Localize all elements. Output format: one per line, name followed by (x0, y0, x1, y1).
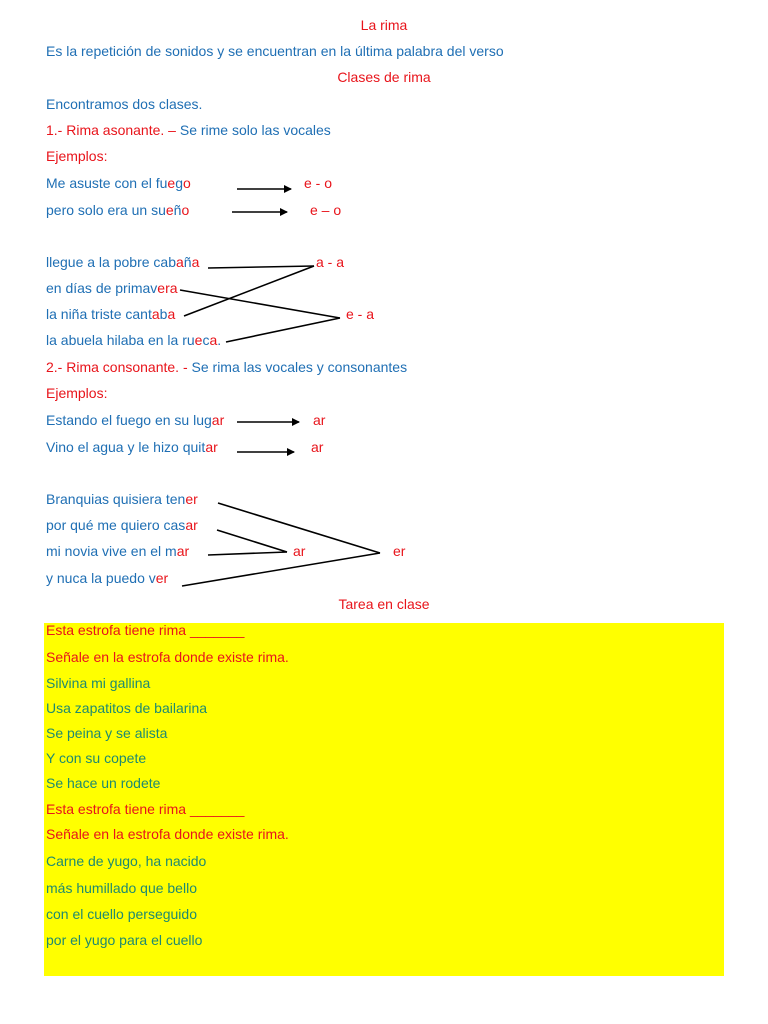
line-aa-1 (208, 266, 314, 268)
definition-text: Es la repetición de sonidos y se encuentran en la última palabra del verso (46, 43, 504, 59)
rhyme-pattern-aa: a - a (316, 254, 345, 270)
stanza-line: con el cuello perseguido (46, 906, 197, 922)
homework-question: Esta estrofa tiene rima _______ (46, 801, 245, 817)
section-subtitle: Clases de rima (337, 69, 431, 85)
homework-instruction: Señale en la estrofa donde existe rima. (46, 649, 289, 665)
homework-question: Esta estrofa tiene rima _______ (46, 622, 245, 638)
rhyme-pattern-label: ar (311, 439, 324, 455)
verse-line: Estando el fuego en su lugar (46, 412, 225, 428)
stanza-line: Silvina mi gallina (46, 675, 151, 691)
homework-instruction: Señale en la estrofa donde existe rima. (46, 826, 289, 842)
line-aa-3 (184, 266, 314, 316)
rhyme-pattern-label: e - o (304, 175, 333, 191)
verse-line: mi novia vive en el mar (46, 543, 190, 559)
rhyme-pattern-ar: ar (293, 543, 306, 559)
verse-line: pero solo era un sueño (46, 202, 190, 218)
line-ea-2 (180, 290, 340, 318)
consonante-heading: 2.- Rima consonante. - Se rima las vocales y consonantes (46, 359, 408, 375)
stanza-line: Y con su copete (46, 750, 147, 766)
line-ea-4 (226, 318, 340, 342)
stanza-line: por el yugo para el cuello (46, 932, 203, 948)
verse-line: llegue a la pobre cabaña (46, 254, 200, 270)
verse-line: y nuca la puedo ver (46, 570, 169, 586)
verse-line: en días de primavera (46, 280, 178, 296)
rhyme-pattern-label: ar (313, 412, 326, 428)
verse-line: Vino el agua y le hizo quitar (46, 439, 218, 455)
asonante-heading: 1.- Rima asonante. – Se rime solo las vocales (46, 122, 331, 138)
stanza-line: Carne de yugo, ha nacido (46, 853, 207, 869)
verse-line: por qué me quiero casar (46, 517, 198, 533)
stanza-line: Se hace un rodete (46, 775, 161, 791)
page-title: La rima (360, 17, 408, 33)
intro-text: Encontramos dos clases. (46, 96, 203, 112)
verse-line: Me asuste con el fuego (46, 175, 191, 191)
consonante-examples-label: Ejemplos: (46, 385, 108, 401)
stanza-line: más humillado que bello (46, 880, 197, 896)
verse-line: la niña triste cantaba (46, 306, 176, 322)
line-ar-3 (208, 552, 287, 555)
stanza-line: Usa zapatitos de bailarina (46, 700, 208, 716)
rhyme-pattern-label: e – o (310, 202, 342, 218)
line-er-4 (182, 553, 380, 586)
line-ar-2 (217, 530, 287, 552)
asonante-examples-label: Ejemplos: (46, 148, 108, 164)
rhyme-pattern-er: er (393, 543, 406, 559)
rhyme-pattern-ea: e - a (346, 306, 375, 322)
homework-title: Tarea en clase (338, 596, 430, 612)
verse-line: Branquias quisiera tener (46, 491, 198, 507)
stanza-line: Se peina y se alista (46, 725, 168, 741)
verse-line: la abuela hilaba en la rueca. (46, 332, 222, 348)
